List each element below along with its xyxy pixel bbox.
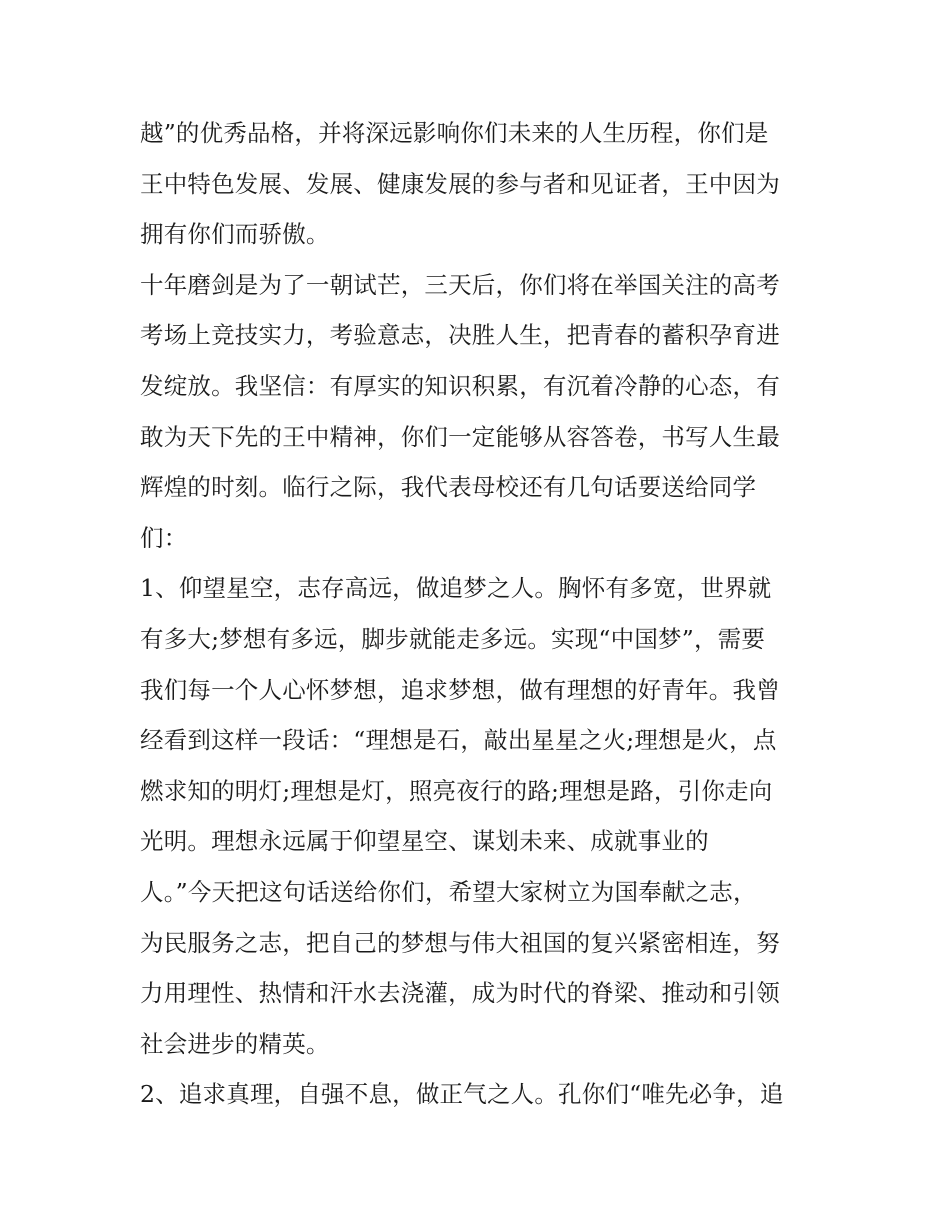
text-line: 辉煌的时刻。临行之际，我代表母校还有几句话要送给同学 [140, 473, 757, 502]
text-line: 十年磨剑是为了一朝试芒，三天后，你们将在举国关注的高考 [140, 270, 780, 299]
text-line: 有多大;梦想有多远，脚步就能走多远。实现“中国梦”，需要 [140, 624, 766, 653]
text-line: 力用理性、热情和汗水去浇灌，成为时代的脊梁、推动和引领 [140, 979, 780, 1008]
text-line: 2、追求真理，自强不息，做正气之人。孔你们“唯先必争，追 [140, 1080, 784, 1109]
text-line: 为民服务之志，把自己的梦想与伟大祖国的复兴紧密相连，努 [140, 928, 780, 957]
text-line: 我们每一个人心怀梦想，追求梦想，做有理想的好青年。我曾 [140, 675, 780, 704]
text-line: 人。”今天把这句话送给你们，希望大家树立为国奉献之志， [140, 877, 757, 906]
text-line: 1、仰望星空，志存高远，做追梦之人。胸怀有多宽，世界就 [140, 574, 772, 603]
text-line: 们： [140, 523, 188, 552]
text-line: 发绽放。我坚信：有厚实的知识积累，有沉着冷静的心态，有 [140, 371, 780, 400]
text-line: 考场上竞技实力，考验意志，决胜人生，把青春的蓄积孕育进 [140, 321, 780, 350]
text-line: 越”的优秀品格，并将深远影响你们未来的人生历程，你们是 [140, 119, 769, 147]
text-line: 燃求知的明灯;理想是灯，照亮夜行的路;理想是路，引你走向 [140, 776, 773, 805]
text-line: 敢为天下先的王中精神，你们一定能够从容答卷，书写人生最 [140, 422, 780, 451]
text-line: 光明。理想永远属于仰望星空、谋划未来、成就事业的 [140, 827, 709, 856]
text-line: 拥有你们而骄傲。 [140, 220, 330, 249]
text-line: 王中特色发展、发展、健康发展的参与者和见证者，王中因为 [140, 169, 780, 198]
text-line: 经看到这样一段话：“理想是石，敲出星星之火;理想是火，点 [140, 726, 777, 755]
document-body [140, 108, 830, 1120]
text-line: 社会进步的精英。 [140, 1029, 330, 1058]
